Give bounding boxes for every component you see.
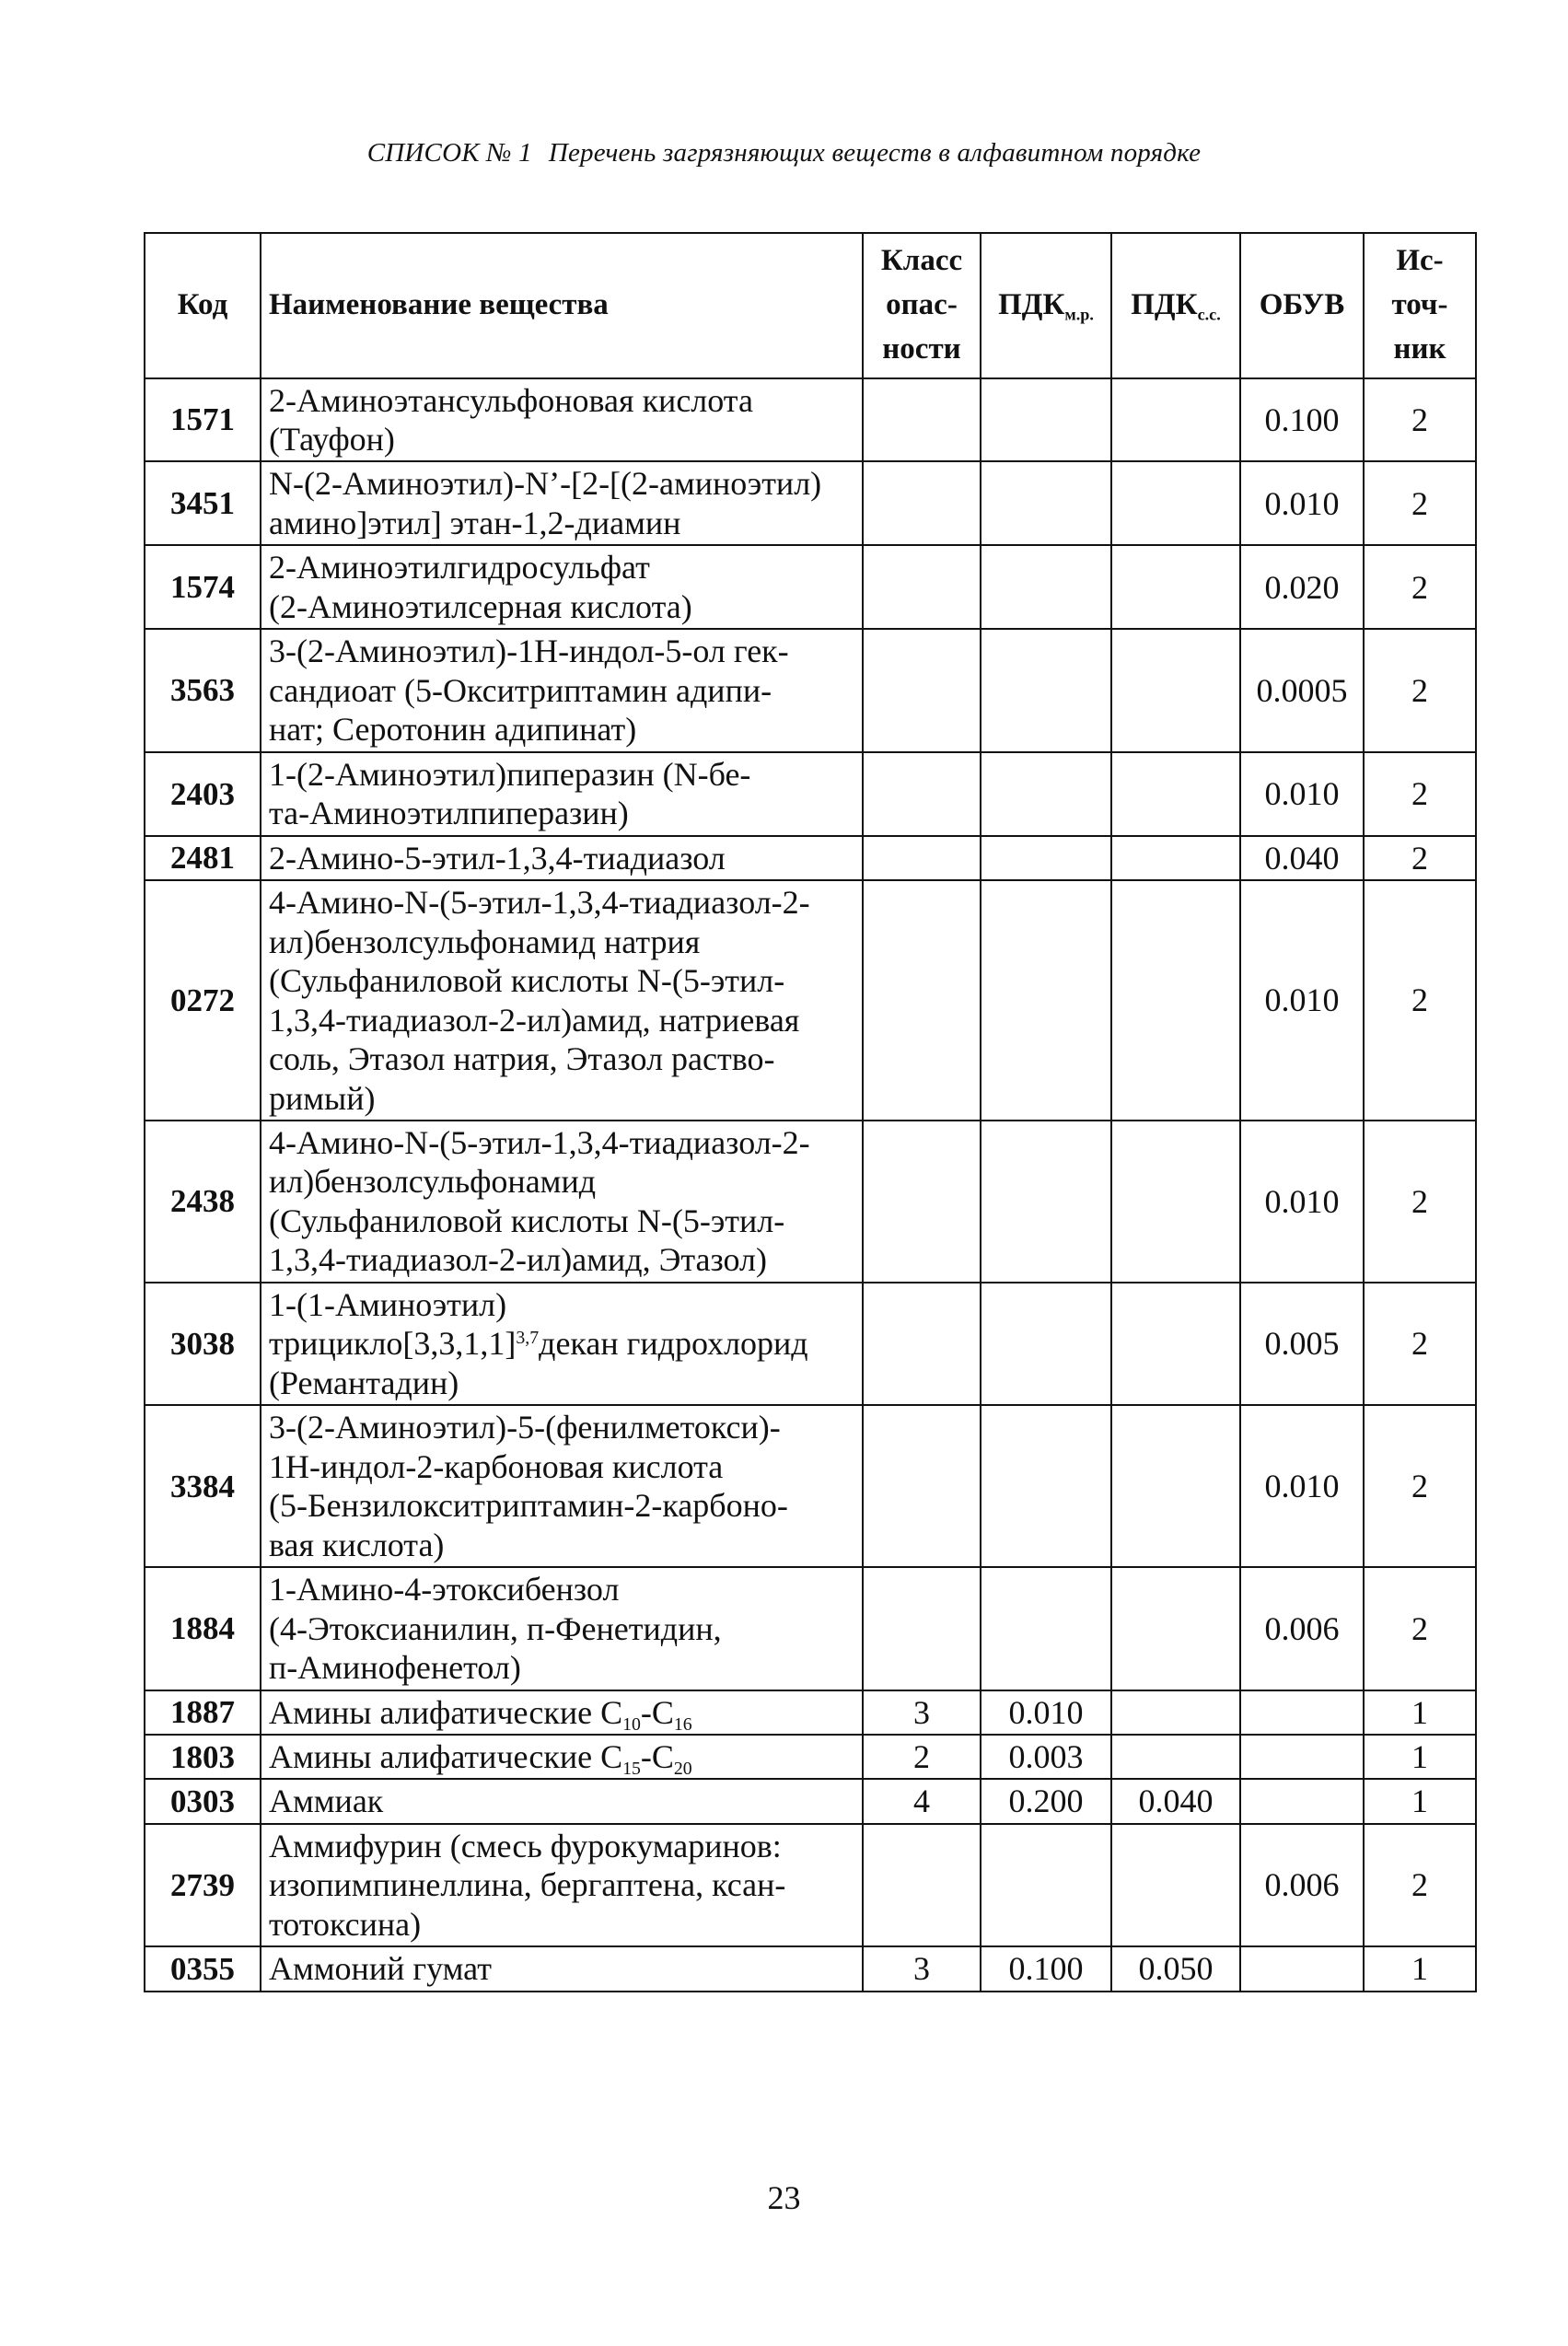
substance-name-line: 3-(2-Аминоэтил)-5-(фенилметокси)- <box>269 1409 781 1446</box>
hazard-class-cell: 4 <box>863 1779 981 1823</box>
pdk-mr-cell: 0.003 <box>981 1735 1111 1779</box>
substance-name-line: п-Аминофенетол) <box>269 1649 521 1687</box>
substance-name-line: N-(2-Аминоэтил)-N’-[2-[(2-аминоэтил) <box>269 465 822 503</box>
substance-name-line: (Сульфаниловой кислоты N-(5-этил- <box>269 962 785 1000</box>
substance-code: 0355 <box>145 1946 261 1991</box>
obuv-cell: 0.010 <box>1240 752 1364 836</box>
source-cell: 2 <box>1364 461 1476 545</box>
formula-part: 15 <box>622 1758 641 1779</box>
substance-name <box>261 461 863 545</box>
substance-name-line: Аммифурин (смесь фурокумаринов: <box>269 1827 782 1864</box>
formula-part: Амины алифатические С <box>269 1738 623 1775</box>
substance-name <box>261 1779 863 1823</box>
pdk-mr-cell: 0.010 <box>981 1690 1111 1735</box>
source-cell: 1 <box>1364 1690 1476 1735</box>
substance-code: 1803 <box>145 1735 261 1779</box>
substance-name <box>261 1735 863 1779</box>
substance-name-line: тотоксина) <box>269 1905 422 1943</box>
substance-name-line: изопимпинеллина, бергаптена, ксан- <box>269 1866 786 1904</box>
pdk-ss-cell <box>1111 378 1240 462</box>
formula-part: 10 <box>622 1713 641 1735</box>
obuv-cell: 0.010 <box>1240 1121 1364 1283</box>
page-number: 23 <box>767 2179 801 2216</box>
table-row <box>145 752 1476 836</box>
substance-name <box>261 1824 863 1946</box>
column-header-pdk-ss: $ПДК_{с.с.}$ <box>1111 233 1240 378</box>
pdk-ss-cell <box>1111 836 1240 880</box>
hazard-class-cell <box>863 461 981 545</box>
table-row <box>145 880 1476 1121</box>
substance-name-line: 2-Аминоэтилгидросульфат <box>269 549 650 586</box>
pdk-ss-cell <box>1111 880 1240 1121</box>
substance-name-line: (2-Аминоэтилсерная кислота) <box>269 587 692 625</box>
source-cell: 2 <box>1364 629 1476 751</box>
obuv-cell <box>1240 1735 1364 1779</box>
page-header <box>0 138 1568 168</box>
pdk-mr-cell <box>981 1824 1111 1946</box>
substance-code: 2403 <box>145 752 261 836</box>
list-title: Перечень загрязняющих веществ в алфавитном порядке <box>548 138 1202 168</box>
hazard-class-cell <box>863 836 981 880</box>
substance-code: 3563 <box>145 629 261 751</box>
substance-name <box>261 378 863 462</box>
source-cell: 2 <box>1364 545 1476 629</box>
substance-name-line: (Ремантадин) <box>269 1364 459 1401</box>
formula-part: -С <box>640 1693 674 1731</box>
pdk-ss-cell <box>1111 1283 1240 1405</box>
obuv-cell <box>1240 1946 1364 1991</box>
hazard-class-cell <box>863 752 981 836</box>
source-cell: 2 <box>1364 836 1476 880</box>
pdk-mr-cell: 0.200 <box>981 1779 1111 1823</box>
obuv-cell <box>1240 1690 1364 1735</box>
hazard-class-cell <box>863 545 981 629</box>
substance-name-line: декан гидрохлорид <box>539 1325 808 1363</box>
hazard-class-cell: 3 <box>863 1946 981 1991</box>
substance-name-line: нат; Серотонин адипинат) <box>269 711 637 749</box>
column-header-code: Код <box>145 233 261 378</box>
table-row <box>145 1690 1476 1735</box>
substance-name-line: 4-Амино-N-(5-этил-1,3,4-тиадиазол-2- <box>269 1123 810 1161</box>
pdk-mr-cell <box>981 545 1111 629</box>
substance-name-line: 4-Амино-N-(5-этил-1,3,4-тиадиазол-2- <box>269 884 810 922</box>
hazard-class-cell <box>863 1824 981 1946</box>
substance-name-line: Аммоний гумат <box>269 1950 492 1988</box>
source-cell: 2 <box>1364 880 1476 1121</box>
pdk-ss-cell <box>1111 545 1240 629</box>
source-cell: 2 <box>1364 1405 1476 1567</box>
hazard-class-cell <box>863 378 981 462</box>
obuv-cell <box>1240 1779 1364 1823</box>
pdk-mr-cell <box>981 1567 1111 1690</box>
substance-name-line: вая кислота) <box>269 1526 445 1563</box>
substance-code: 2739 <box>145 1824 261 1946</box>
pdk-mr-cell <box>981 836 1111 880</box>
substance-name-line: та-Аминоэтилпиперазин) <box>269 795 629 832</box>
pdk-ss-cell <box>1111 1690 1240 1735</box>
substance-code: 1571 <box>145 378 261 462</box>
substance-name-line: римый) <box>269 1079 376 1117</box>
substance-name <box>261 629 863 751</box>
pdk-mr-cell <box>981 880 1111 1121</box>
hazard-class-cell <box>863 1567 981 1690</box>
substance-name-line: (4-Этоксианилин, п-Фенетидин, <box>269 1609 722 1647</box>
substance-name <box>261 1946 863 1991</box>
pdk-ss-cell <box>1111 752 1240 836</box>
obuv-cell: 0.010 <box>1240 880 1364 1121</box>
table-row <box>145 836 1476 880</box>
column-header-name: Наименование вещества <box>261 233 863 378</box>
column-header-hazard-class: Класс опас- ности <box>863 233 981 378</box>
pdk-mr-cell <box>981 378 1111 462</box>
pdk-mr-cell <box>981 1121 1111 1283</box>
pdk-ss-cell <box>1111 1121 1240 1283</box>
pollutants-table <box>144 232 1477 1992</box>
obuv-cell: 0.100 <box>1240 378 1364 462</box>
obuv-cell: 0.006 <box>1240 1567 1364 1690</box>
obuv-cell: 0.010 <box>1240 461 1364 545</box>
source-cell: 2 <box>1364 1283 1476 1405</box>
hazard-class-cell: 3 <box>863 1690 981 1735</box>
substance-name-line: сандиоат (5-Окситриптамин адипи- <box>269 671 772 709</box>
source-cell: 2 <box>1364 1567 1476 1690</box>
substance-code: 3038 <box>145 1283 261 1405</box>
table-row <box>145 545 1476 629</box>
substance-code: 2481 <box>145 836 261 880</box>
obuv-cell: 0.006 <box>1240 1824 1364 1946</box>
substance-code: 1574 <box>145 545 261 629</box>
substance-code: 1887 <box>145 1690 261 1735</box>
obuv-cell: 0.020 <box>1240 545 1364 629</box>
table-row <box>145 461 1476 545</box>
substance-name-line: (Сульфаниловой кислоты N-(5-этил- <box>269 1202 785 1239</box>
pdk-ss-cell: 0.050 <box>1111 1946 1240 1991</box>
table-body <box>145 378 1476 1992</box>
substance-code: 3451 <box>145 461 261 545</box>
substance-code: 0272 <box>145 880 261 1121</box>
table-row <box>145 1567 1476 1690</box>
source-cell: 2 <box>1364 1121 1476 1283</box>
substance-name-line: 2-Аминоэтансульфоновая кислота <box>269 381 753 419</box>
table-row <box>145 1405 1476 1567</box>
formula-part: Амины алифатические С <box>269 1693 623 1731</box>
substance-name-line: 1,3,4-тиадиазол-2-ил)амид, натриевая <box>269 1001 800 1039</box>
substance-code: 2438 <box>145 1121 261 1283</box>
table-row <box>145 1121 1476 1283</box>
substance-name <box>261 1567 863 1690</box>
substance-name-line: трицикло[3,3,1,1] <box>269 1325 517 1363</box>
pdk-mr-cell <box>981 461 1111 545</box>
substance-code: 1884 <box>145 1567 261 1690</box>
table-row <box>145 378 1476 462</box>
pdk-ss-cell <box>1111 461 1240 545</box>
source-cell: 2 <box>1364 1824 1476 1946</box>
table-header-row <box>145 233 1476 378</box>
table-row <box>145 1824 1476 1946</box>
substance-name <box>261 1690 863 1735</box>
substance-name-line: 1-(2-Аминоэтил)пиперазин (N-бе- <box>269 755 751 793</box>
source-cell: 2 <box>1364 378 1476 462</box>
hazard-class-cell <box>863 1405 981 1567</box>
substance-name-line: 2-Амино-5-этил-1,3,4-тиадиазол <box>269 839 726 877</box>
pdk-mr-cell <box>981 1405 1111 1567</box>
substance-name <box>261 1121 863 1283</box>
pdk-mr-cell: 0.100 <box>981 1946 1111 1991</box>
pdk-mr-cell <box>981 1283 1111 1405</box>
list-label: СПИСОК № 1 <box>366 138 532 168</box>
table-row <box>145 629 1476 751</box>
substance-name <box>261 1405 863 1567</box>
substance-name-line: 1-(1-Аминоэтил) <box>269 1285 507 1323</box>
source-cell: 2 <box>1364 752 1476 836</box>
substance-code: 0303 <box>145 1779 261 1823</box>
substance-name-line: 3-(2-Аминоэтил)-1Н-индол-5-ол гек- <box>269 633 789 670</box>
source-cell: 1 <box>1364 1735 1476 1779</box>
column-header-obuv: ОБУВ <box>1240 233 1364 378</box>
substance-name <box>261 545 863 629</box>
source-cell: 1 <box>1364 1779 1476 1823</box>
substance-name-line: 3,7 <box>516 1328 540 1349</box>
substance-name <box>261 752 863 836</box>
substance-name-line: 1Н-индол-2-карбоновая кислота <box>269 1447 724 1485</box>
substance-name-line: ил)бензолсульфонамид <box>269 1163 597 1201</box>
substance-name-line: ил)бензолсульфонамид натрия <box>269 923 701 960</box>
obuv-cell: 0.040 <box>1240 836 1364 880</box>
hazard-class-cell <box>863 1283 981 1405</box>
table-row <box>145 1283 1476 1405</box>
pdk-mr-cell <box>981 752 1111 836</box>
substance-name-line: (5-Бензилокситриптамин-2-карбоно- <box>269 1487 788 1525</box>
substance-name-line: 1-Амино-4-этоксибензол <box>269 1571 620 1609</box>
formula-part: 16 <box>673 1713 692 1735</box>
substance-code: 3384 <box>145 1405 261 1567</box>
pdk-ss-cell: 0.040 <box>1111 1779 1240 1823</box>
substance-name <box>261 1283 863 1405</box>
column-header-pdk-mr: $ПДК_{м.р.}$ <box>981 233 1111 378</box>
substance-name-line: соль, Этазол натрия, Этазол раство- <box>269 1040 775 1078</box>
substance-name-line: 1,3,4-тиадиазол-2-ил)амид, Этазол) <box>269 1241 767 1279</box>
pdk-ss-cell <box>1111 1735 1240 1779</box>
formula-part: 20 <box>673 1758 692 1779</box>
pdk-ss-cell <box>1111 629 1240 751</box>
obuv-cell: 0.005 <box>1240 1283 1364 1405</box>
table-row <box>145 1946 1476 1991</box>
substance-name-line: амино]этил] этан-1,2-диамин <box>269 504 681 541</box>
table-row <box>145 1779 1476 1823</box>
pdk-ss-cell <box>1111 1824 1240 1946</box>
substance-name <box>261 880 863 1121</box>
substance-name-line: (Тауфон) <box>269 421 395 458</box>
hazard-class-cell: 2 <box>863 1735 981 1779</box>
pdk-mr-cell <box>981 629 1111 751</box>
pdk-ss-cell <box>1111 1567 1240 1690</box>
obuv-cell: 0.010 <box>1240 1405 1364 1567</box>
hazard-class-cell <box>863 880 981 1121</box>
formula-part: -С <box>640 1738 674 1775</box>
column-header-source: Ис- точ- ник <box>1364 233 1476 378</box>
substance-name <box>261 836 863 880</box>
table-row <box>145 1735 1476 1779</box>
substance-name-line: Аммиак <box>269 1783 384 1820</box>
pdk-ss-cell <box>1111 1405 1240 1567</box>
hazard-class-cell <box>863 629 981 751</box>
source-cell: 1 <box>1364 1946 1476 1991</box>
hazard-class-cell <box>863 1121 981 1283</box>
obuv-cell: 0.0005 <box>1240 629 1364 751</box>
